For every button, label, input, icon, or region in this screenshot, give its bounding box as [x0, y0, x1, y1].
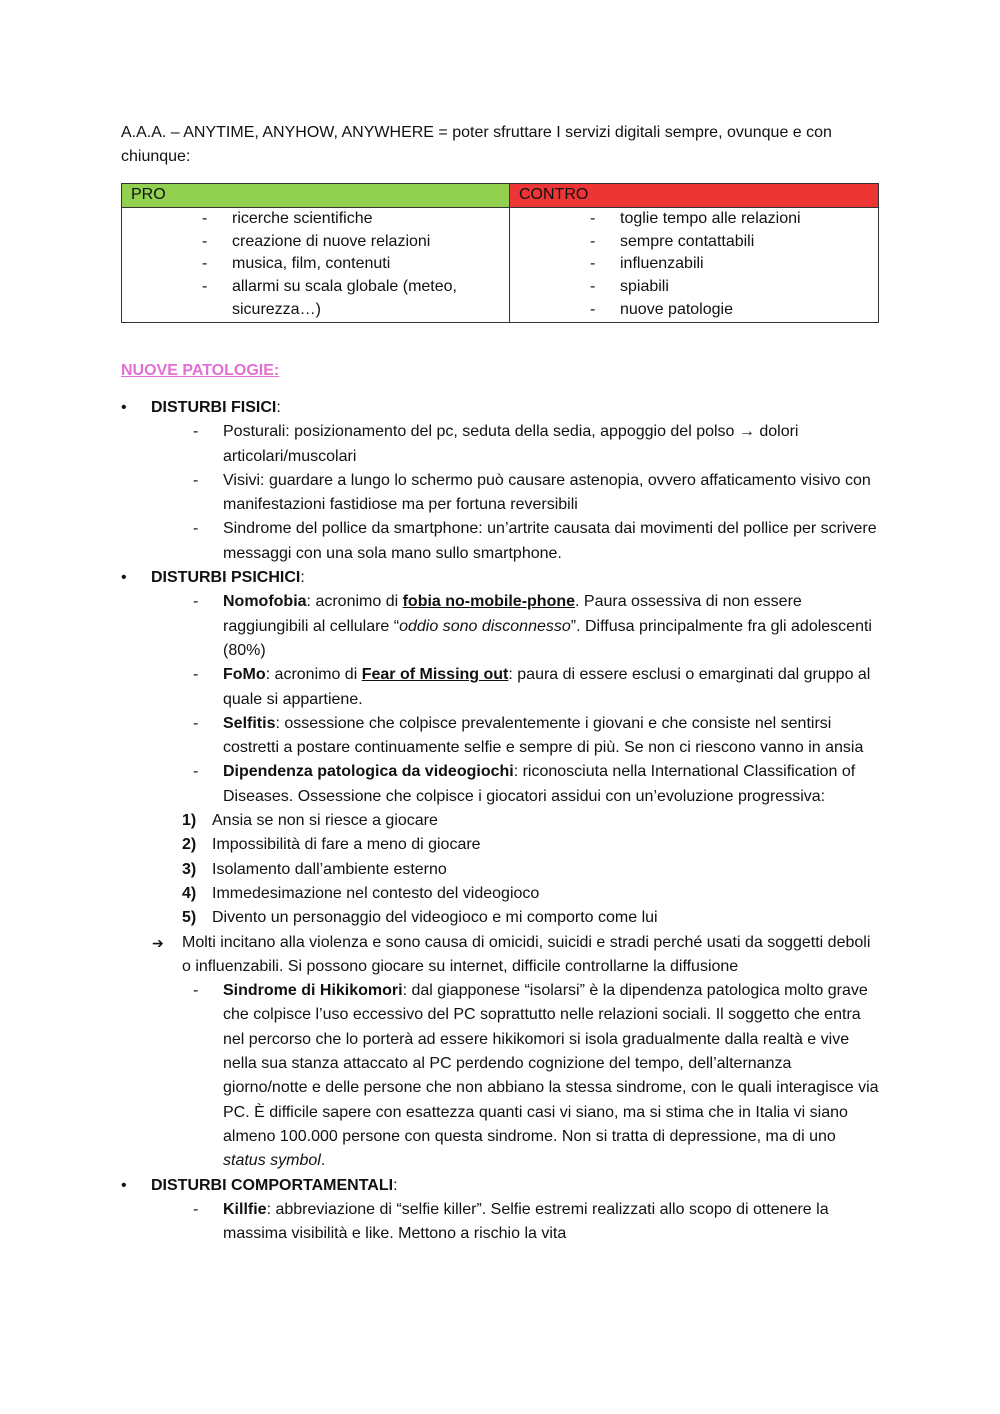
- heading-text: DISTURBI FISICI: [151, 399, 277, 416]
- text: : riconosciuta nella International Classification of Diseases. Ossessione che colpisce i giocatori assidui con un’evoluzione progressiva:: [223, 763, 856, 805]
- heading-disturbi-comportamentali: [0, 1174, 1000, 1198]
- contro-cell: [510, 208, 879, 323]
- item-killfie: [0, 1198, 1000, 1247]
- intro-paragraph: A.A.A. – ANYTIME, ANYHOW, ANYWHERE = poter sfruttare I servizi digitali sempre, ovunque e con chiunque:: [121, 124, 832, 165]
- acronym: Fear of Missing out: [361, 666, 509, 684]
- text: : abbreviazione di “selfie killer”. Selfie estremi realizzati allo scopo di ottenere la massima visibilità e like. Mettono a rischio la vita: [223, 1200, 829, 1243]
- heading-text: DISTURBI COMPORTAMENTALI: [151, 1176, 394, 1194]
- numbered-item: [0, 809, 1000, 833]
- acronym: fobia no-mobile-phone: [402, 593, 576, 611]
- list-item: - ricerche scientifiche: [122, 208, 509, 231]
- pro-header: PRO: [122, 184, 510, 208]
- term: Killfie: [223, 1200, 267, 1218]
- text: Divento un personaggio del videogioco e mi comporto come lui: [212, 909, 658, 927]
- quote: oddio sono disconnesso: [399, 617, 571, 635]
- numbered-item: [0, 906, 1000, 930]
- list-item: - sempre contattabili: [510, 231, 878, 254]
- text: Isolamento dall’ambiente esterno: [212, 860, 447, 878]
- number: 4): [182, 884, 197, 902]
- item-fomo: [0, 663, 1000, 712]
- text: . Paura ossessiva di non essere raggiungibili al cellulare “: [223, 593, 802, 635]
- heading-disturbi-fisici: [0, 396, 1000, 420]
- list-item: - creazione di nuove relazioni: [122, 231, 509, 254]
- heading-colon: :: [393, 1176, 398, 1194]
- text: : acronimo di: [265, 666, 362, 684]
- number: 1): [182, 812, 197, 830]
- emphasis: status symbol: [223, 1152, 321, 1170]
- list-item: - influenzabili: [510, 253, 878, 276]
- list-item: - spiabili: [510, 276, 878, 299]
- contro-list: [510, 208, 878, 322]
- number: 5): [182, 909, 197, 927]
- list-item: - Sindrome del pollice da smartphone: un’artrite causata dai movimenti del pollice per scrivere messaggi con una sola mano sullo smartphone.: [0, 517, 1000, 566]
- heading-disturbi-psichici: [0, 566, 1000, 590]
- list-item: - musica, film, contenuti: [122, 253, 509, 276]
- heading-colon: :: [276, 399, 281, 416]
- term: FoMo: [223, 666, 266, 684]
- heading-text: DISTURBI PSICHICI: [151, 569, 301, 587]
- section-title: [121, 359, 279, 383]
- list-item: - toglie tempo alle relazioni: [510, 208, 878, 231]
- section-title-colon: :: [273, 362, 280, 379]
- term: Nomofobia: [223, 593, 307, 611]
- content-body: [0, 396, 1000, 1246]
- term: Sindrome di Hikikomori: [223, 982, 403, 1000]
- text: Ansia se non si riesce a giocare: [212, 812, 438, 830]
- text: .: [320, 1152, 326, 1170]
- list-item: - Visivi: guardare a lungo lo schermo può causare astenopia, ovvero affaticamento visivo con manifestazioni fastidiose ma per fortuna reversibili: [0, 469, 1000, 518]
- text: : acronimo di: [306, 593, 403, 611]
- numbered-item: [0, 882, 1000, 906]
- number: 2): [182, 836, 197, 854]
- list-item: - nuove patologie: [510, 299, 878, 322]
- text: : ossessione che colpisce prevalentemente i giovani e che consiste nel sentirsi costretti a postare continuamente selfie e sempre di più. Se non ci riescono vanno in ansia: [223, 714, 864, 757]
- pro-list: [122, 208, 509, 322]
- term: Dipendenza patologica da videogiochi: [223, 763, 514, 781]
- list-item: - Posturali: posizionamento del pc, seduta della sedia, appoggio del polso → dolori articolari/muscolari: [0, 420, 1000, 469]
- section-title-text: NUOVE PATOLOGIE: [121, 362, 274, 379]
- numbered-item: [0, 833, 1000, 857]
- contro-header: CONTRO: [510, 184, 879, 208]
- item-nomofobia: [0, 590, 1000, 663]
- text: ”. Diffusa principalmente fra gli adolescenti (80%): [223, 617, 872, 659]
- list-item: - allarmi su scala globale (meteo, sicurezza…): [122, 276, 509, 321]
- text: Immedesimazione nel contesto del videogioco: [212, 884, 540, 902]
- pro-contro-table: [121, 183, 879, 323]
- text: Impossibilità di fare a meno di giocare: [212, 836, 481, 854]
- item-videogiochi: [0, 760, 1000, 809]
- text: : paura di essere esclusi o emarginati dal gruppo al quale si appartiene.: [223, 666, 871, 708]
- arrow-note: ➔ Molti incitano alla violenza e sono causa di omicidi, suicidi e stradi perché usati da soggetti deboli o influenzabili. Si possono giocare su internet, difficile controllarne la diffusione: [0, 931, 1000, 980]
- term: Selfitis: [223, 714, 276, 732]
- item-hikikomori: [0, 979, 1000, 1173]
- number: 3): [182, 860, 197, 878]
- item-selfitis: [0, 712, 1000, 761]
- heading-colon: :: [300, 569, 305, 587]
- pro-cell: [122, 208, 510, 323]
- text: : dal giapponese “isolarsi” è la dipendenza patologica molto grave che colpisce l’uso eccessivo del PC soprattutto nelle relazioni sociali. Il soggetto che entra nel percorso che lo porterà ad essere hikikomori si isola gradualmente dalla realtà e vive nella sua stanza attaccato al PC perdendo cognizione del tempo, dell’alternanza giorno/notte e delle persone che non abbiano la stessa sindrome, con le quali interagisce via PC. È difficile sapere con esattezza quanti casi vi siano, ma si stima che in Italia vi siano almeno 100.000 persone con questa sindrome. Non si tratta di depressione, ma di uno: [223, 982, 879, 1145]
- numbered-item: [0, 858, 1000, 882]
